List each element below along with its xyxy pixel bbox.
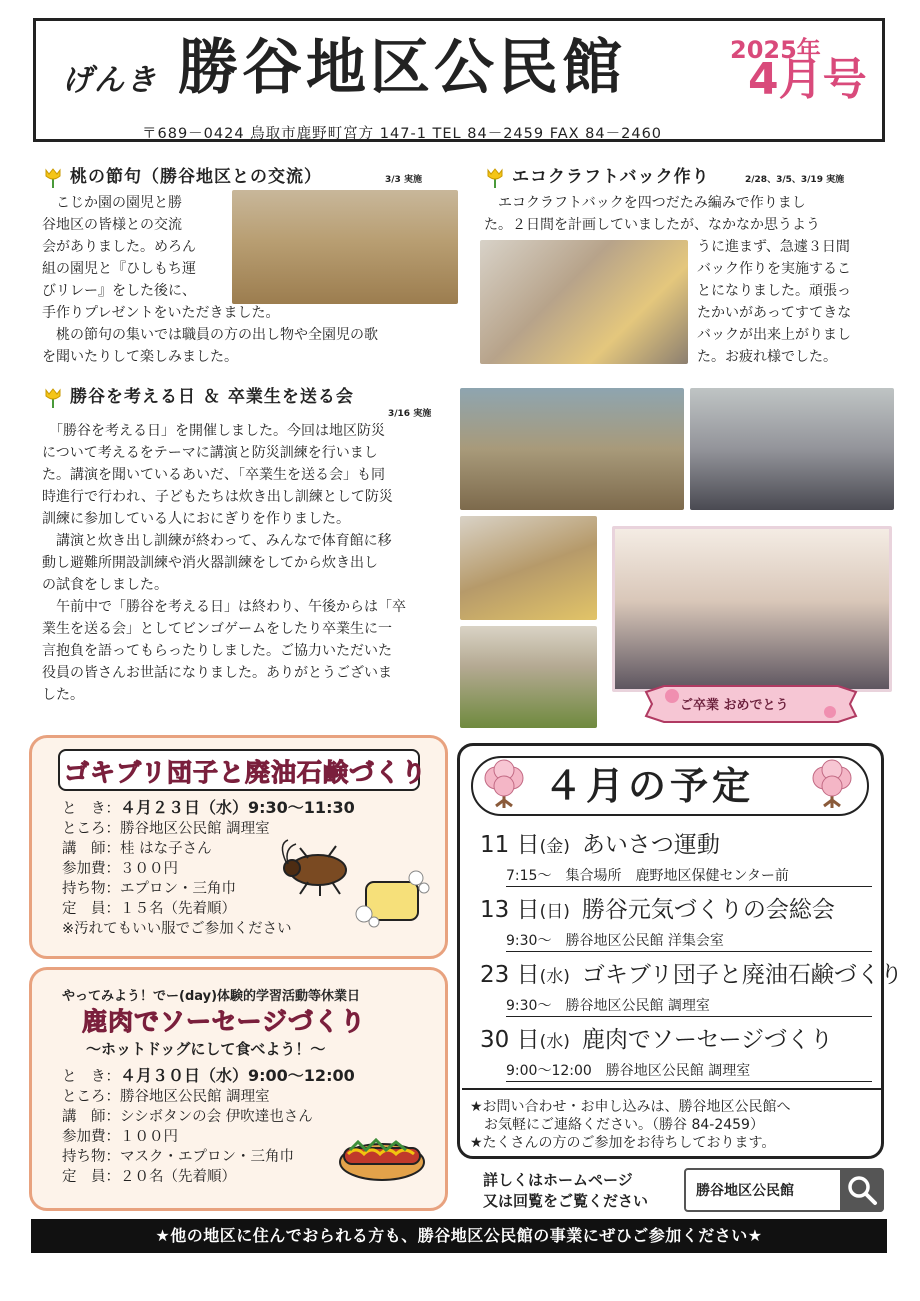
schedule-item-main (480, 956, 903, 989)
schedule-item (480, 956, 903, 1021)
text-line: バックが出来上がりまし (697, 327, 851, 343)
sched-day: 11 日 (480, 832, 540, 858)
detail-row (62, 1107, 355, 1127)
eco-body-top (484, 192, 886, 236)
detail-label: 参加費： (62, 1129, 120, 1145)
detail-row (62, 1066, 355, 1087)
text-line: 午前中で「勝谷を考える日」は終わり、午後からは「卒 (42, 599, 406, 615)
page-title: 勝谷地区公民館 (178, 33, 626, 103)
detail-row (62, 1087, 355, 1107)
sched-dow: (水) (539, 1032, 570, 1052)
text-line: 谷地区の皆様との交流 (42, 217, 182, 233)
issue-month: 4月号 (748, 54, 867, 105)
search-text: 勝谷地区公民館 (696, 1183, 794, 1199)
text-line: バック作りを実施するこ (697, 261, 851, 277)
text-line: た。２日間を計画していましたが、なかなか思うよう (484, 217, 820, 233)
detail-label: 定 員： (62, 1169, 120, 1185)
sched-event: ゴキブリ団子と廃油石鹸づくり (581, 962, 903, 988)
sched-event: あいさつ運動 (581, 832, 720, 858)
schedule-title: ４月の予定 (544, 764, 755, 808)
text-line: 「勝谷を考える日」を開催しました。今回は地区防災 (42, 423, 385, 439)
text-line: 講演と炊き出し訓練が終わって、みんなで体育館に移 (42, 533, 392, 549)
detail-label: と き： (62, 801, 120, 817)
detail-value: マスク・エプロン・三角巾 (120, 1149, 294, 1165)
hotdog-illustration (336, 1124, 428, 1186)
peach-date: 3/3 実施 (385, 175, 422, 185)
text-line: 業生を送る会」としてビンゴゲームをしたり卒業生に一 (42, 621, 392, 637)
event1-title: ゴキブリ団子と廃油石鹸づくり (64, 758, 428, 787)
detail-value: 勝谷地区公民館 調理室 (120, 1089, 270, 1105)
text-line: 言抱負を語ってもらったりしました。ご協力いただいた (42, 643, 392, 659)
think-date: 3/16 実施 (388, 409, 432, 419)
schedule-item (480, 891, 872, 956)
text-line: 会がありました。めろん (42, 239, 196, 255)
schedule-item-detail: 9:30～ 勝谷地区公民館 調理室 (506, 995, 872, 1017)
schedule-item (480, 826, 872, 891)
schedule-item (480, 1021, 872, 1086)
text-line: 訓練に参加している人におにぎりを作りました。 (42, 511, 350, 527)
detail-value: 勝谷地区公民館 調理室 (120, 821, 270, 837)
detail-label: 参加費： (62, 861, 120, 877)
text-line: エコクラフトバックを四つだたみ編みで作りまし (484, 195, 806, 211)
text-line: を聞いたりして楽しみました。 (42, 349, 238, 365)
outdoor-photo (460, 626, 597, 728)
homepage-line1: 詳しくはホームページ (483, 1171, 633, 1189)
detail-value: 桂 はな子さん (120, 841, 212, 857)
detail-row (62, 1127, 355, 1147)
eco-body-side (697, 236, 887, 368)
text-line: 動し避難所開設訓練や消火器訓練をしてから炊き出し (42, 555, 378, 571)
detail-row (62, 1147, 355, 1167)
think-body (42, 420, 458, 706)
detail-value: ２０名（先着順） (120, 1169, 236, 1185)
detail-label: 講 師： (62, 1109, 120, 1125)
detail-value: ４月２３日（水）9:30～11:30 (120, 798, 355, 817)
sched-dow: (日) (539, 902, 570, 922)
schedule-item-main (480, 826, 872, 859)
eco-photo (480, 240, 688, 364)
sched-event: 勝谷元気づくりの会総会 (581, 897, 835, 923)
text-line: びリレー』をした後に、 (42, 283, 196, 299)
detail-label: ところ： (62, 1089, 120, 1105)
gym-photo (460, 388, 684, 510)
detail-row (62, 1167, 355, 1187)
cherry-tree-icon (806, 758, 858, 810)
detail-value: １５名（先着順） (120, 901, 236, 917)
detail-value: ４月３０日（水）9:00～12:00 (120, 1066, 355, 1085)
event2-pretitle: やってみよう！でー(day)体験的学習活動等休業日 (62, 989, 361, 1004)
peach-body (42, 192, 458, 368)
sched-day: 13 日 (480, 897, 540, 923)
text-line: 時進行で行われ、子どもたちは炊き出し訓練として防災 (42, 489, 393, 505)
eco-date: 2/28、3/5、3/19 実施 (745, 175, 845, 185)
detail-row (62, 899, 355, 919)
text-line: 組の園児と『ひしもち運 (42, 261, 196, 277)
cockroach-illustration (278, 838, 356, 896)
schedule-note: ★たくさんの方のご参加をお待ちしております。 (470, 1135, 776, 1151)
sched-dow: (水) (539, 967, 570, 987)
schedule-notes (470, 1098, 791, 1152)
text-line: 桃の節句の集いでは職員の方の出し物や全園児の歌 (42, 327, 378, 343)
text-line: た。講演を聞いているあいだ、「卒業生を送る会」も同 (42, 467, 385, 483)
text-line: 役員の皆さんお世話になりました。ありがとうございま (42, 665, 392, 681)
address-line: 〒689－0424 鳥取市鹿野町宮方 147-1 TEL 84－2459 FAX 84－2460 (142, 126, 663, 142)
text-line: うに進まず、急遽３日間 (697, 239, 850, 255)
tulip-icon (484, 166, 506, 188)
detail-label: 講 師： (62, 841, 120, 857)
tulip-icon (42, 166, 64, 188)
schedule-divider (462, 1088, 882, 1090)
schedule-item-detail: 9:30～ 勝谷地区公民館 洋集会室 (506, 930, 872, 952)
text-line: の試食をしました。 (42, 577, 168, 593)
tulip-icon (42, 386, 64, 408)
issue-year: 2025年 (730, 36, 821, 64)
detail-value: シシボタンの会 伊吹達也さん (120, 1109, 313, 1125)
think-heading-text: 勝谷を考える日 ＆ 卒業生を送る会 (70, 387, 354, 407)
schedule-list (480, 826, 903, 1086)
search-button[interactable] (840, 1168, 884, 1212)
schedule-note: お気軽にご連絡ください。（勝谷 84-2459） (470, 1117, 764, 1133)
text-line: たかいがあってすてきな (697, 305, 852, 321)
sched-event: 鹿肉でソーセージづくり (581, 1027, 834, 1053)
search-icon (840, 1168, 884, 1212)
detail-row (62, 819, 355, 839)
eco-heading-text: エコクラフトバック作り (512, 167, 710, 187)
detail-label: 持ち物： (62, 881, 120, 897)
detail-value: ３００円 (120, 861, 178, 877)
text-line: こじか園の園児と勝 (42, 195, 182, 211)
detail-value: ※汚れてもいい服でご参加ください (62, 921, 292, 937)
sched-day: 30 日 (480, 1027, 540, 1053)
graduation-banner-text: ご卒業 おめでとう (680, 698, 789, 713)
sched-dow: (金) (539, 837, 570, 857)
detail-label: ところ： (62, 821, 120, 837)
peach-heading-text: 桃の節句（勝谷地区との交流） (70, 167, 322, 187)
detail-label: と き： (62, 1069, 120, 1085)
homepage-line2: 又は回覧をご覧ください (483, 1192, 649, 1210)
event2-subtitle: ～ホットドッグにして食べよう！～ (86, 1040, 326, 1058)
text-line: した。 (42, 687, 84, 703)
footer-banner: ★他の地区に住んでおられる方も、勝谷地区公民館の事業にぜひご参加ください★ (31, 1219, 887, 1253)
text-line: 手作りプレゼントをいただきました。 (42, 305, 280, 321)
detail-row (62, 919, 355, 939)
header-genki: げんき (62, 63, 158, 98)
detail-value: １００円 (120, 1129, 178, 1145)
detail-label: 持ち物： (62, 1149, 120, 1165)
graduates-photo (612, 526, 892, 692)
soap-illustration (354, 868, 432, 928)
detail-label: 定 員： (62, 901, 120, 917)
event2-title: 鹿肉でソーセージづくり (82, 1007, 367, 1036)
schedule-item-detail: 9:00～12:00 勝谷地区公民館 調理室 (506, 1060, 872, 1082)
text-line: について考えるをテーマに講演と防災訓練を行いまし (42, 445, 378, 461)
cherry-tree-icon (478, 758, 530, 810)
lecture-photo (690, 388, 894, 510)
eco-heading (484, 162, 710, 188)
cooking-photo (460, 516, 597, 620)
schedule-note: ★お問い合わせ・お申し込みは、勝谷地区公民館へ (470, 1099, 791, 1115)
think-heading (42, 382, 354, 408)
sched-day: 23 日 (480, 962, 540, 988)
schedule-item-main (480, 891, 872, 924)
text-line: た。お疲れ様でした。 (697, 349, 837, 365)
homepage-note (483, 1170, 648, 1212)
schedule-item-main (480, 1021, 872, 1054)
text-line: とになりました。頑張っ (697, 283, 851, 299)
schedule-item-detail: 7:15～ 集合場所 鹿野地区保健センター前 (506, 865, 872, 887)
detail-value: エプロン・三角巾 (120, 881, 236, 897)
event2-details (62, 1066, 355, 1187)
peach-heading (42, 162, 322, 188)
detail-row (62, 798, 355, 819)
